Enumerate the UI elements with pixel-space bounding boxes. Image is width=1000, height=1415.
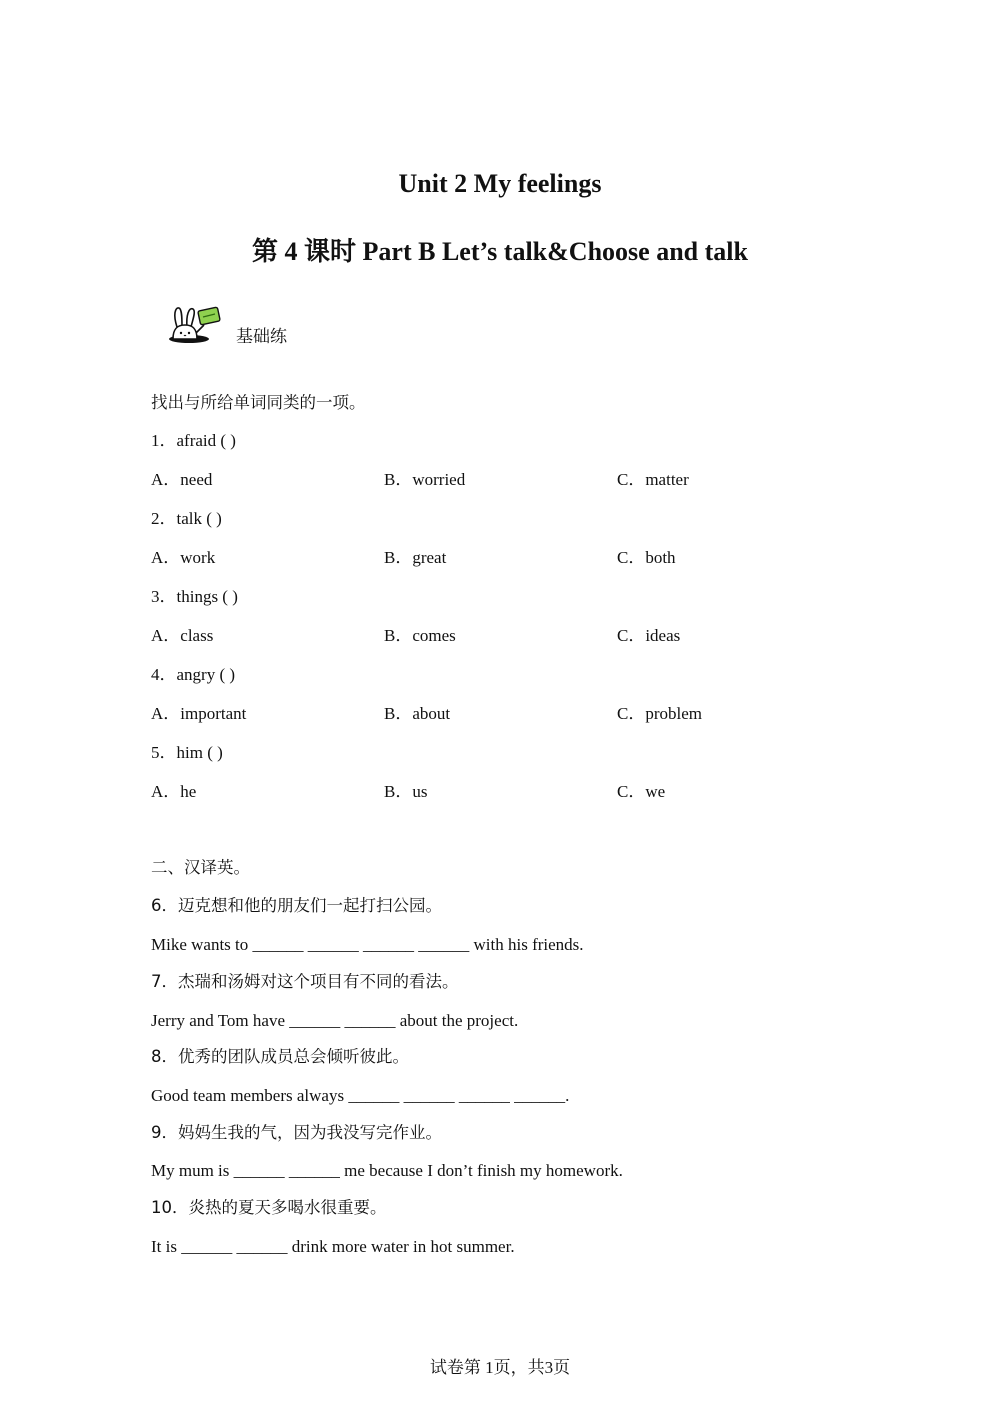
question-3-option-b: B．comes [384, 626, 456, 645]
translation-9-chinese: 9．妈妈生我的气，因为我没写完作业。 [151, 1123, 442, 1142]
question-4-stem: 4．angry ( ) [151, 665, 236, 684]
question-5-option-b: B．us [384, 782, 428, 801]
question-5-option-c: C．we [617, 782, 666, 801]
question-5-option-a: A．he [151, 782, 197, 801]
translation-10-chinese: 10．炎热的夏天多喝水很重要。 [151, 1198, 387, 1217]
page-number-footer: 试卷第 1页，共3页 [429, 1358, 571, 1377]
question-1-option-b: B．worried [384, 470, 466, 489]
question-1-stem: 1．afraid ( ) [151, 431, 236, 450]
translation-9-english: My mum is ______ ______ me because I don’t finish my homework. [151, 1161, 623, 1180]
translation-8-english: Good team members always ______ ______ ______ ______. [151, 1086, 570, 1105]
bunny-mascot-icon [167, 305, 223, 345]
translation-10-english: It is ______ ______ drink more water in hot summer. [151, 1237, 515, 1256]
translation-6-english: Mike wants to ______ ______ ______ ______ with his friends. [151, 935, 584, 954]
question-2-option-b: B．great [384, 548, 447, 567]
question-3-option-c: C．ideas [617, 626, 681, 645]
question-4-option-a: A．important [151, 704, 247, 723]
translation-7-english: Jerry and Tom have ______ ______ about the project. [151, 1011, 519, 1030]
question-1-option-a: A．need [151, 470, 213, 489]
question-5-stem: 5．him ( ) [151, 743, 223, 762]
question-2-option-c: C．both [617, 548, 676, 567]
question-3-stem: 3．things ( ) [151, 587, 238, 606]
question-2-option-a: A．work [151, 548, 216, 567]
question-2-stem: 2．talk ( ) [151, 509, 222, 528]
question-4-option-b: B．about [384, 704, 451, 723]
page-title: Unit 2 My feelings [398, 169, 602, 198]
translation-6-chinese: 6．迈克想和他的朋友们一起打扫公园。 [151, 896, 442, 915]
translation-8-chinese: 8．优秀的团队成员总会倾听彼此。 [151, 1047, 409, 1066]
question-1-option-c: C．matter [617, 470, 689, 489]
translation-7-chinese: 7．杰瑞和汤姆对这个项目有不同的看法。 [151, 972, 459, 991]
lesson-subtitle: 第 4 课时 Part B Let’s talk&Choose and talk [252, 237, 748, 266]
part1-instruction: 找出与所给单词同类的一项。 [151, 393, 366, 412]
question-4-option-c: C．problem [617, 704, 702, 723]
part2-instruction: 二、汉译英。 [151, 858, 250, 877]
question-3-option-a: A．class [151, 626, 214, 645]
section-label: 基础练 [236, 327, 287, 347]
